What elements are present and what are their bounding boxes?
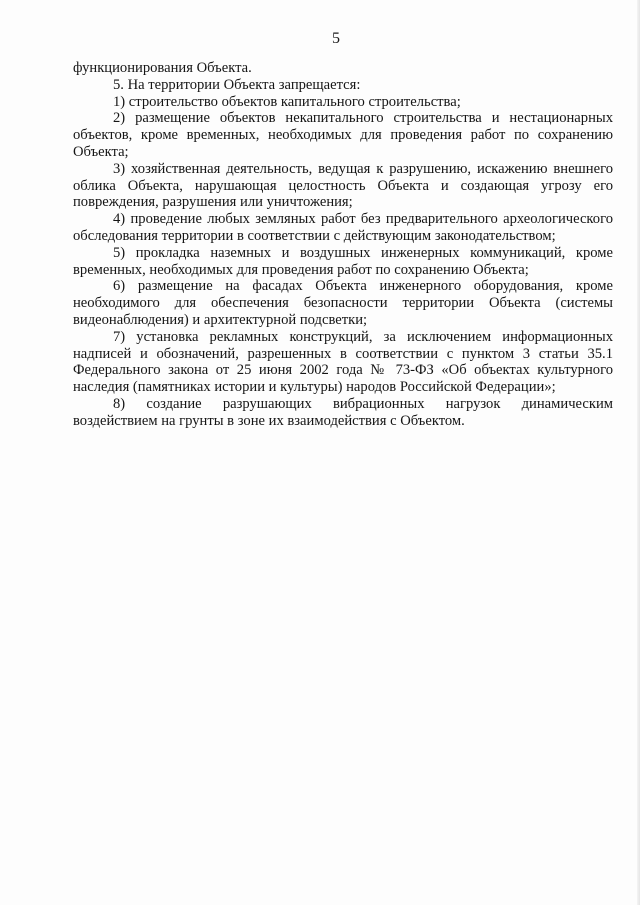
list-item-6: 6) размещение на фасадах Объекта инженерного оборудования, кроме необходимого для обеспечения безопасности территории Объекта (системы видеонаблюдения) и архитектурной подсветки;: [73, 278, 613, 328]
list-item-4: 4) проведение любых земляных работ без предварительного археологического обследования территории в соответствии с действующим законодательством;: [73, 211, 613, 244]
list-item-8: 8) создание разрушающих вибрационных нагрузок динамическим воздействием на грунты в зоне их взаимодействия с Объектом.: [73, 395, 613, 429]
page-number: 5: [332, 30, 340, 47]
list-item-1: 1) строительство объектов капитального строительства;: [113, 93, 461, 110]
paragraph-section-5-heading: 5. На территории Объекта запрещается:: [113, 76, 361, 93]
list-item-5: 5) прокладка наземных и воздушных инженерных коммуникаций, кроме временных, необходимых для проведения работ по сохранению Объекта;: [73, 244, 613, 278]
paragraph-continuation: функционирования Объекта.: [73, 60, 252, 76]
list-item-3: 3) хозяйственная деятельность, ведущая к разрушению, искажению внешнего облика Объекта, нарушающая целостность Объекта и создающая угрозу его повреждения, разрушения или уничтожения;: [73, 160, 613, 211]
list-item-2: 2) размещение объектов некапитального строительства и нестационарных объектов, кроме временных, необходимых для проведения работ по сохранению Объекта;: [73, 110, 613, 160]
document-body: [73, 60, 613, 430]
list-item-7: 7) установка рекламных конструкций, за исключением информационных надписей и обозначений, разрешенных в соответствии с пунктом 3 статьи 35.1 Федерального закона от 25 июня 2002 года № 73-ФЗ «Об объектах культурного наследия (памятниках истории и культуры) народов Российской Федерации»;: [73, 328, 613, 396]
